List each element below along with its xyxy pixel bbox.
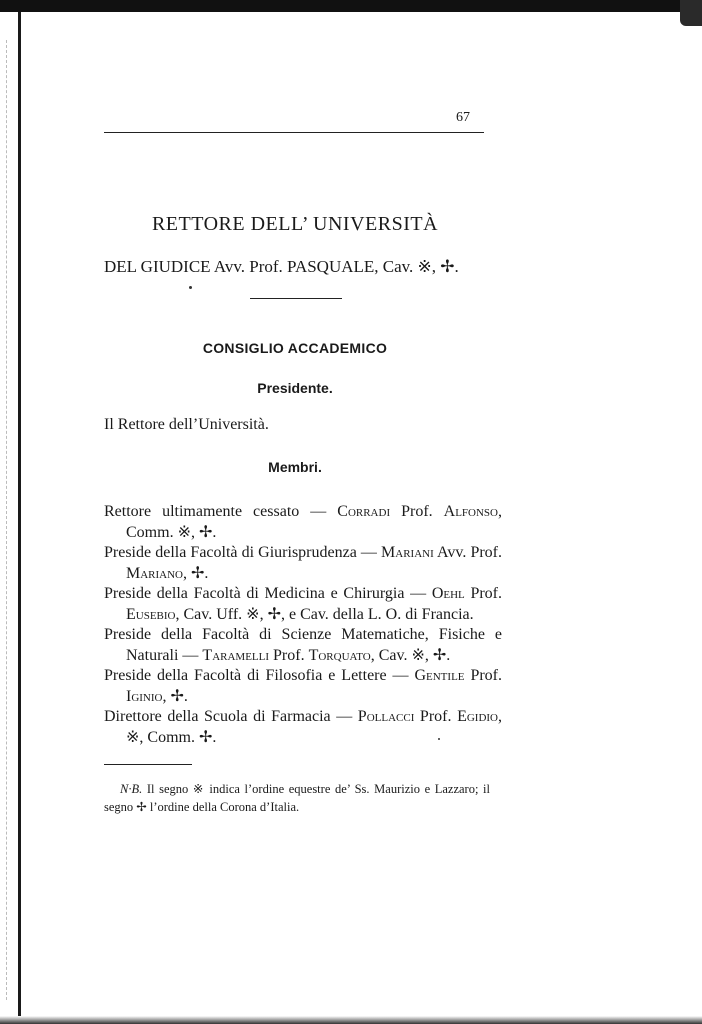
members-list bbox=[104, 502, 502, 748]
member-first-name: Egidio bbox=[457, 708, 498, 725]
member-surname: Oehl bbox=[431, 585, 465, 602]
member-entry bbox=[104, 625, 502, 666]
member-title: Prof. bbox=[414, 708, 458, 725]
section-rule bbox=[250, 298, 342, 299]
footnote-rule bbox=[104, 764, 192, 765]
member-title: Avv. Prof. bbox=[433, 544, 503, 561]
member-honors: , Comm. ※, ✢. bbox=[126, 503, 502, 541]
scan-top-border bbox=[0, 0, 702, 12]
member-first-name: Alfonso bbox=[443, 503, 498, 520]
rector-details: Avv. Prof. PASQUALE, Cav. ※, ✢. bbox=[213, 257, 459, 276]
member-first-name: Mariano bbox=[126, 564, 184, 582]
rector-entry bbox=[104, 257, 459, 277]
member-first-name: Torquato bbox=[308, 646, 371, 664]
member-title: Prof. bbox=[390, 503, 444, 520]
print-speck bbox=[189, 286, 192, 289]
member-first-name: Iginio bbox=[126, 687, 163, 705]
rector-surname: DEL GIUDICE bbox=[104, 257, 211, 276]
footnote bbox=[104, 780, 490, 816]
member-first-name: Eusebio bbox=[126, 605, 176, 623]
scan-corner-mark bbox=[680, 0, 702, 26]
member-honors: , ※, Comm. ✢. bbox=[126, 708, 502, 746]
president-heading: Presidente. bbox=[257, 380, 333, 396]
president-text: Il Rettore dell’Università. bbox=[104, 416, 269, 433]
member-entry bbox=[104, 502, 502, 543]
header-rule bbox=[104, 132, 484, 133]
member-surname: Pollacci bbox=[357, 708, 415, 725]
footnote-text: Il segno ※ indica l’ordine equestre de’ Ss. Maurizio e Lazzaro; il segno ✢ l’ordine della Corona d’Italia. bbox=[104, 782, 490, 814]
members-heading: Membri. bbox=[268, 459, 322, 475]
member-entry bbox=[104, 543, 502, 584]
member-surname: Mariani bbox=[381, 544, 434, 561]
member-surname: Corradi bbox=[337, 503, 391, 520]
member-role: Preside della Facoltà di Scienze Matematiche, Fisiche e Naturali — bbox=[104, 626, 502, 664]
member-surname: Gentile bbox=[414, 667, 465, 684]
council-heading: CONSIGLIO ACCADEMICO bbox=[202, 340, 388, 356]
member-role: Direttore della Scuola di Farmacia — bbox=[104, 708, 358, 725]
rector-heading: RETTORE DELL’ UNIVERSITÀ bbox=[151, 213, 439, 235]
member-entry bbox=[104, 584, 502, 625]
footnote-label: N·B. bbox=[120, 782, 143, 796]
member-title: Prof. bbox=[464, 585, 502, 602]
member-title: Prof. bbox=[464, 667, 502, 684]
member-honors: , Cav. ※, ✢. bbox=[370, 646, 451, 664]
member-surname: Taramelli bbox=[202, 646, 270, 664]
member-role: Preside della Facoltà di Medicina e Chirurgia — bbox=[104, 585, 432, 602]
page-number: 67 bbox=[456, 110, 470, 125]
member-honors: , ✢. bbox=[162, 687, 188, 705]
member-role: Preside della Facoltà di Giurisprudenza — bbox=[104, 544, 382, 561]
member-role: Rettore ultimamente cessato — bbox=[104, 503, 338, 520]
scan-bottom-border bbox=[0, 1016, 702, 1024]
member-entry bbox=[104, 707, 502, 748]
binding-stitch-line bbox=[6, 40, 8, 1000]
member-honors: , ✢. bbox=[183, 564, 209, 582]
member-entry bbox=[104, 666, 502, 707]
member-role: Preside della Facoltà di Filosofia e Lettere — bbox=[104, 667, 415, 684]
member-honors: , Cav. Uff. ※, ✢, e Cav. della L. O. di Francia. bbox=[175, 605, 474, 623]
print-speck bbox=[438, 738, 440, 740]
member-title: Prof. bbox=[269, 646, 309, 664]
scan-left-border bbox=[18, 12, 21, 1024]
